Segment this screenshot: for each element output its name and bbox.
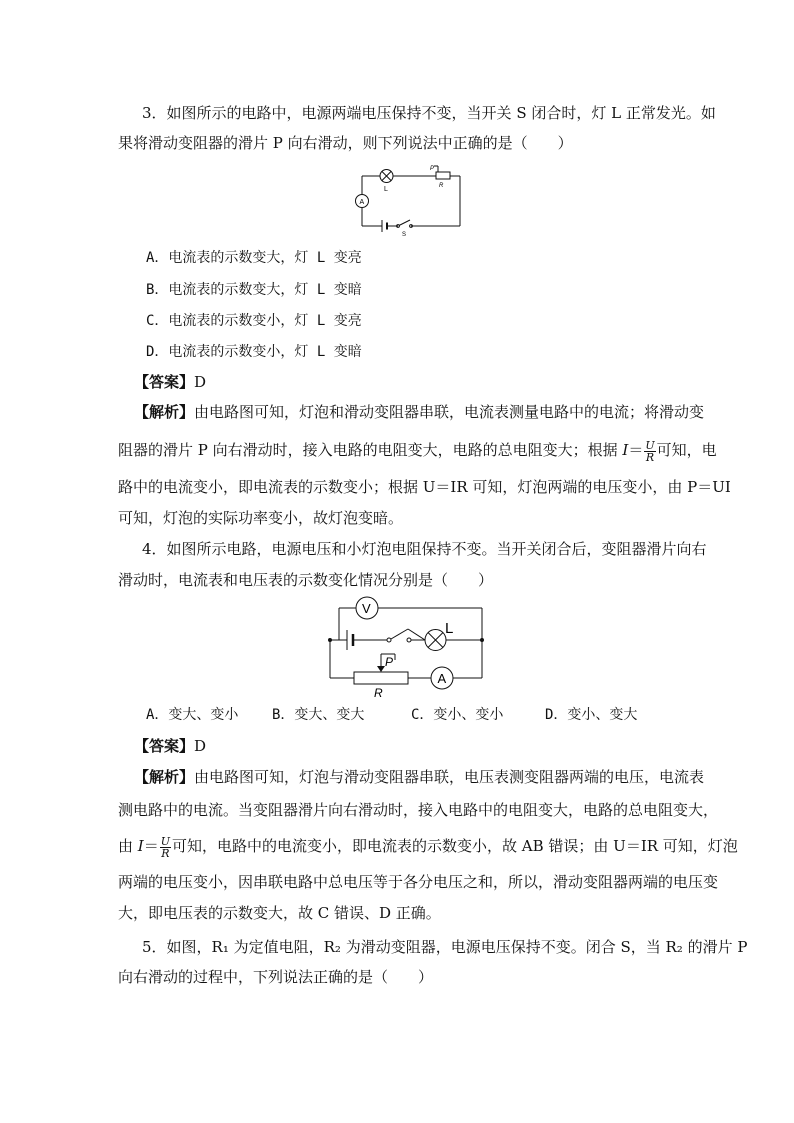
q4-switch [387,629,411,642]
q5-stem-line1: 5．如图，R₁ 为定值电阻，R₂ 为滑动变阻器，电源电压保持不变。闭合 S，当 R₂ 的滑片 P [142,938,748,956]
q4-lamp [425,630,446,651]
q4-formula-eq: ＝ [143,837,159,855]
q3-label-R: R [439,183,444,189]
q4-label-V: V [362,601,371,616]
q3-formula-eq: ＝ [628,441,644,459]
q4-label-A: A [437,671,447,686]
q3-lamp [380,170,393,183]
q4-stem-line2: 滑动时，电流表和电压表的示数变化情况分别是（ ） [118,571,494,589]
q4-option-b: B．变大、变大 [272,707,365,723]
q3-label-P: P [430,166,435,172]
q3-answer [134,367,664,397]
q4-analysis-text3a: 由 [118,837,138,855]
q3-fraction-denominator: R [645,450,655,464]
q3-answer-value: D [194,373,207,391]
q3-stem-line1: 3．如图所示的电路中，电源两端电压保持不变，当开关 S 闭合时，灯 L 正常发光。如 [142,104,716,122]
q3-fraction-numerator: U [645,438,655,452]
q3-analysis-line4: 可知，灯泡的实际功率变小，故灯泡变暗。 [118,509,404,527]
q3-label-S: S [402,232,407,236]
q4-label-R: R [374,686,383,700]
q3-analysis-line2 [118,435,717,465]
q4-stem-line1: 4．如图所示电路，电源电压和小灯泡电阻保持不变。当开关闭合后，变阻器滑片向右 [142,540,707,558]
q4-formula-fraction [160,836,171,859]
q4-answer [134,731,664,761]
q3-switch [397,220,413,227]
q3-formula-fraction [644,440,655,463]
q4-analysis-line3 [118,831,738,861]
q3-rheostat [436,172,450,179]
q3-analysis-text1: 由电路图可知，灯泡和滑动变阻器串联，电流表测量电路中的电流；将滑动变 [194,403,705,421]
q4-analysis-text3b: 可知，电路中的电流变小，即电流表的示数变小，故 AB 错误；由 U＝IR 可知，灯泡 [172,837,738,855]
q3-option-c: C．电流表的示数变小，灯 L 变亮 [146,313,362,329]
q3-option-a: A．电流表的示数变大，灯 L 变亮 [146,250,362,266]
q5-stem-line2: 向右滑动的过程中，下列说法正确的是（ ） [118,968,434,986]
q4-option-c: C．变小、变小 [411,707,504,723]
q4-analysis-line2: 测电路中的电流。当变阻器滑片向右滑动时，接入电路中的电阻变大，电路的总电阻变大， [118,801,719,819]
q3-label-L: L [384,186,388,193]
q3-option-d: D．电流表的示数变小，灯 L 变暗 [146,344,362,360]
q4-fraction-denominator: R [161,846,170,860]
q4-option-a: A．变大、变小 [146,707,239,723]
q4-answer-value: D [194,737,207,755]
q4-label-P: P [385,655,394,669]
q3-answer-label: 【答案】 [134,373,195,391]
q4-analysis-line5: 大，即电压表的示数变大，故 C 错误、D 正确。 [118,904,441,922]
q3-analysis-text2b: 可知，电 [656,441,717,459]
q3-circuit-diagram [352,164,464,236]
q4-analysis-label: 【解析】 [134,768,195,786]
q3-analysis-line1 [134,397,705,427]
q4-analysis-line1 [134,762,705,792]
q3-label-A: A [359,199,365,206]
q4-option-d: D．变小、变大 [545,707,638,723]
q4-label-L: L [445,620,454,637]
q4-circuit-diagram [325,596,487,700]
q3-option-b: B．电流表的示数变大，灯 L 变暗 [146,282,362,298]
q4-analysis-text1: 由电路图可知，灯泡与滑动变阻器串联，电压表测变阻器两端的电压，电流表 [194,768,705,786]
q4-rheostat [354,672,408,684]
q4-fraction-numerator: U [160,834,171,848]
q4-formula-I: I [137,837,144,855]
q3-analysis-label: 【解析】 [134,403,195,421]
q4-answer-label: 【答案】 [134,737,195,755]
q3-stem-line2: 果将滑动变阻器的滑片 P 向右滑动，则下列说法中正确的是（ ） [118,134,573,152]
q3-analysis-line3: 路中的电流变小，即电流表的示数变小；根据 U＝IR 可知，灯泡两端的电压变小，由 P＝UI [118,478,731,496]
q3-analysis-text2a: 阻器的滑片 P 向右滑动时，接入电路的电阻变大，电路的总电阻变大；根据 [118,441,623,459]
q4-analysis-line4: 两端的电压变小，因串联电路中总电压等于各分电压之和，所以，滑动变阻器两端的电压变 [118,873,719,891]
q3-formula-I: I [622,441,629,459]
